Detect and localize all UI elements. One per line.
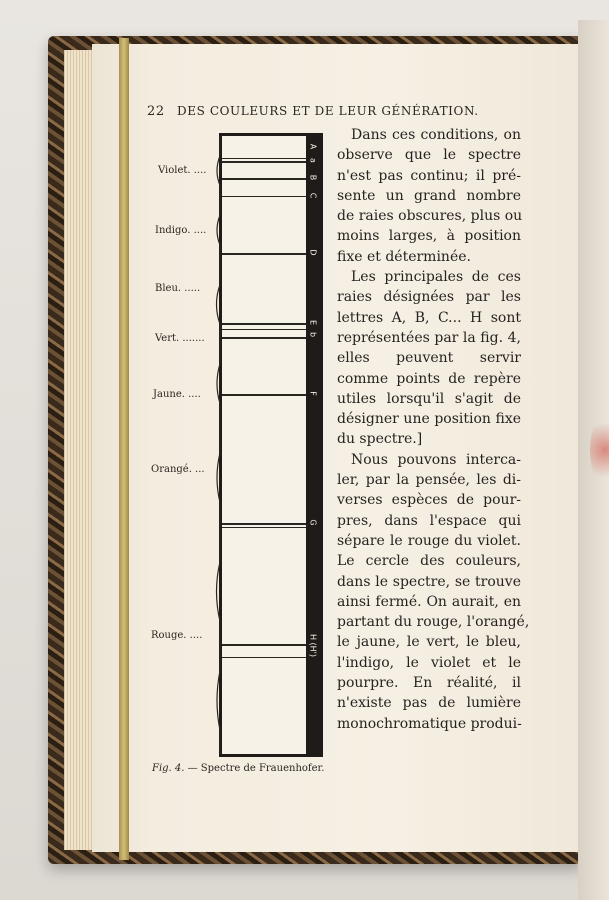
label-indigo: Indigo. .... xyxy=(155,225,207,236)
text-line: l'indigo, le violet et le xyxy=(337,654,521,671)
line-A xyxy=(222,158,308,159)
line-a xyxy=(222,161,308,163)
line-B xyxy=(222,178,308,180)
text-line: de raies obscures, plus ou xyxy=(337,208,523,225)
text-line: pourpre. En réalité, il xyxy=(337,675,521,692)
line-G2 xyxy=(222,527,308,528)
text-line: du spectre.] xyxy=(337,431,423,448)
text-line: Nous pouvons interca- xyxy=(351,451,521,468)
caption-label: Fig. 4. xyxy=(152,763,185,774)
letter-column xyxy=(306,136,320,754)
letter-F: F xyxy=(308,391,318,396)
body-text xyxy=(337,125,530,734)
text-line: raies désignées par les xyxy=(337,289,521,306)
line-H2 xyxy=(222,657,308,658)
text-line: sépare le rouge du violet. xyxy=(337,532,521,549)
page-number: 22 xyxy=(147,104,165,119)
text-line: sente un grand nombre xyxy=(337,187,521,204)
text-line: Dans ces conditions, on xyxy=(351,127,521,143)
letter-C: C xyxy=(308,192,318,199)
text-line: Le cercle des couleurs, xyxy=(337,553,521,570)
figure-caption xyxy=(152,763,324,774)
label-vert: Vert. ....... xyxy=(155,333,205,344)
label-jaune: Jaune. .... xyxy=(153,389,201,400)
text-line: pres, dans l'espace qui xyxy=(337,512,521,529)
letter-A: A xyxy=(308,143,318,150)
letter-D: D xyxy=(308,249,318,256)
text-line: comme points de repère xyxy=(337,370,521,387)
bookmark-ribbon xyxy=(119,38,129,860)
label-orange: Orangé. ... xyxy=(151,464,205,475)
text-line: observe que le spectre xyxy=(337,147,521,164)
text-line: dans le spectre, se trouve xyxy=(337,573,521,590)
line-b2 xyxy=(222,337,308,339)
letter-b: b xyxy=(308,331,318,338)
text-line: représentées par la fig. 4, xyxy=(337,329,521,346)
line-F xyxy=(222,394,308,396)
label-bleu: Bleu. ..... xyxy=(155,283,201,294)
header-title: DES COULEURS ET DE LEUR GÉNÉRATION. xyxy=(177,104,479,118)
text-line: elles peuvent servir xyxy=(337,350,521,367)
letter-a: a xyxy=(308,158,318,163)
letter-B: B xyxy=(308,174,318,181)
label-violet: Violet. .... xyxy=(158,165,207,176)
text-line: monochromatique produi- xyxy=(337,715,522,732)
text-line: verses espèces de pour- xyxy=(337,492,521,509)
label-rouge: Rouge. .... xyxy=(151,630,203,641)
text-line: moins larges, à position xyxy=(337,228,521,245)
line-C xyxy=(222,196,308,197)
letter-E: E xyxy=(308,319,318,326)
text-line: ainsi fermé. On aurait, en xyxy=(337,593,521,610)
text-line: ler, par la pensée, les di- xyxy=(337,472,521,489)
band-boundary-marks xyxy=(210,136,222,754)
text-line: Les principales de ces xyxy=(351,269,521,286)
text-line: utiles lorsqu'il s'agit de xyxy=(337,390,521,407)
line-b1 xyxy=(222,329,308,330)
line-E xyxy=(222,323,308,325)
text-line: partant du rouge, l'orangé, xyxy=(337,614,530,631)
text-line: le jaune, le vert, le bleu, xyxy=(337,634,521,651)
text-line: lettres A, B, C... H sont xyxy=(337,309,521,326)
line-G xyxy=(222,523,308,525)
line-D xyxy=(222,253,308,255)
caption-text: — Spectre de Frauenhofer. xyxy=(187,763,325,774)
spectrum-figure xyxy=(219,133,323,757)
line-H xyxy=(222,644,308,646)
text-line: fixe et déterminée. xyxy=(337,248,471,265)
text-line: n'est pas continu; il pré- xyxy=(337,167,521,184)
running-header xyxy=(147,104,547,119)
text-line: désigner une position fixe xyxy=(337,411,521,428)
letter-G: G xyxy=(308,519,318,526)
letter-H: H (H') xyxy=(308,633,318,657)
text-line: n'existe pas de lumière xyxy=(337,695,521,712)
